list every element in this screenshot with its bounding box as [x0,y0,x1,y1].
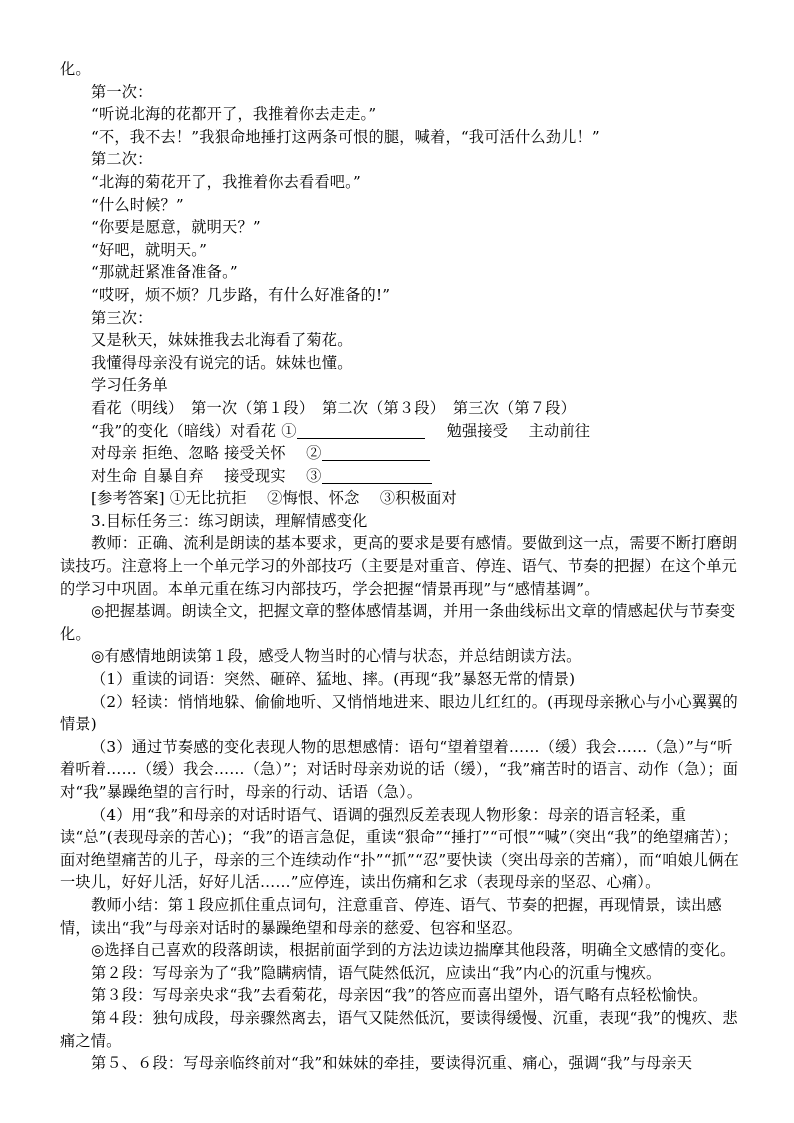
task-sheet-row [60,442,740,465]
text-line: 化。 [60,60,91,78]
dialogue-line: “北海的菊花开了，我推着你去看看吧。” [91,172,361,191]
answer-blank-2 [322,444,430,461]
paragraph: 教师小结：第１段应抓住重点词句，注意重音、停连、语气、节奏的把握，再现情景，读出感情，读出“我”与母亲对话时的暴躁绝望和母亲的慈爱、包容和坚忍。 [60,895,722,937]
paragraph: ◎选择自己喜欢的段落朗读，根据前面学到的方法边读边揣摩其他段落，明确全文感情的变化。 [91,941,736,960]
dialogue-line: “好吧，就明天。” [91,240,208,259]
answer-blank-1 [297,422,425,439]
dialogue-line: “那就赶紧准备准备。” [91,263,238,282]
paragraph: （2）轻读：悄悄地躲、偷偷地听、又悄悄地进来、眼边儿红红的。(再现母亲揪心与小心翼翼的情景) [60,692,738,734]
row-text: 对生命 自暴自弃 接受现实 ③ [91,466,322,485]
paragraph: （1）重读的词语：突然、砸碎、猛地、摔。(再现“我”暴怒无常的情景) [91,670,576,689]
dialogue-line: “不，我不去！”我狠命地捶打这两条可恨的腿，喊着，“我可活什么劲儿！” [91,127,600,146]
task-sheet-row [60,465,740,488]
dialogue-line: “什么时候？” [91,195,184,214]
section-heading-second: 第二次： [91,150,153,169]
task-heading: 3.目标任务三：练习朗读，理解情感变化 [91,511,368,530]
document-page [60,58,740,1075]
reference-answer: [参考答案] ①无比抗拒 ②悔恨、怀念 ③积极面对 [91,489,457,508]
section-heading-third: 第三次： [91,308,153,327]
task-sheet-row [60,420,740,443]
paragraph: （3）通过节奏感的变化表现人物的思想感情：语句“望着望着……（缓）我会……（急）”与“听着听着……（缓）我会……（急）”；对话时母亲劝说的话（缓），“我”痛苦时的语言、动作（急）；面对“我”暴躁绝望的言行时，母亲的行动、话语（急）。 [60,737,739,801]
answer-blank-3 [322,467,432,484]
dialogue-line: “听说北海的花都开了，我推着你去走走。” [91,105,377,124]
section-heading-first: 第一次： [91,82,153,101]
paragraph: 第４段：独句成段，母亲骤然离去，语气又陡然低沉，要读得缓慢、沉重，表现“我”的愧疚、悲痛之情。 [60,1008,738,1050]
paragraph: ◎把握基调。朗读全文，把握文章的整体感情基调，并用一条曲线标出文章的情感起伏与节奏变化。 [60,602,736,643]
paragraph: 第５、６段：写母亲临终前对“我”和妹妹的牵挂，要读得沉重、痛心，强调“我”与母亲天 [91,1054,693,1073]
row-text: “我”的变化（暗线）对看花 ① [91,421,297,440]
row-text: 勉强接受 主动前往 [446,421,591,440]
dialogue-line: “哎呀，烦不烦？几步路，有什么好准备的!” [91,285,391,304]
paragraph: 第２段：写母亲为了“我”隐瞒病情，语气陡然低沉，应读出“我”内心的沉重与愧疚。 [91,963,662,982]
paragraph: 教师：正确、流利是朗读的基本要求，更高的要求是要有感情。要做到这一点，需要不断打磨朗读技巧。注意将上一个单元学习的外部技巧（主要是对重音、停连、语气、节奏的把握）在这个单元的学习中巩固。本单元重在练习内部技巧，学会把握“情景再现”与“感情基调”。 [60,534,738,598]
dialogue-line: “你要是愿意，就明天？” [91,218,261,237]
paragraph: ◎有感情地朗读第１段，感受人物当时的心情与状态，并总结朗读方法。 [91,647,582,666]
task-sheet-row: 看花（明线） 第一次（第１段） 第二次（第３段） 第三次（第７段） [91,398,576,417]
row-text: 对母亲 拒绝、忽略 接受关怀 ② [91,444,322,463]
text-line: 我懂得母亲没有说完的话。妹妹也懂。 [91,353,353,372]
paragraph: （4）用“我”和母亲的对话时语气、语调的强烈反差表现人物形象：母亲的语言轻柔，重读“总”(表现母亲的苦心)；“我”的语言急促，重读“狠命”“捶打”“可恨”“喊”（突出“我”的绝望痛苦）；面对绝望痛苦的儿子，母亲的三个连续动作“扑”“抓”“忍”要快读（突出母亲的苦痛），而“咱娘儿俩在一块儿，好好儿活，好好儿活……”应停连，读出伤痛和乞求（表现母亲的坚忍、心痛）。 [60,805,740,892]
task-sheet-heading: 学习任务单 [91,376,168,395]
paragraph: 第３段：写母亲央求“我”去看菊花，母亲因“我”的答应而喜出望外，语气略有点轻松愉快。 [91,986,708,1005]
text-line: 又是秋天，妹妹推我去北海看了菊花。 [91,331,353,350]
